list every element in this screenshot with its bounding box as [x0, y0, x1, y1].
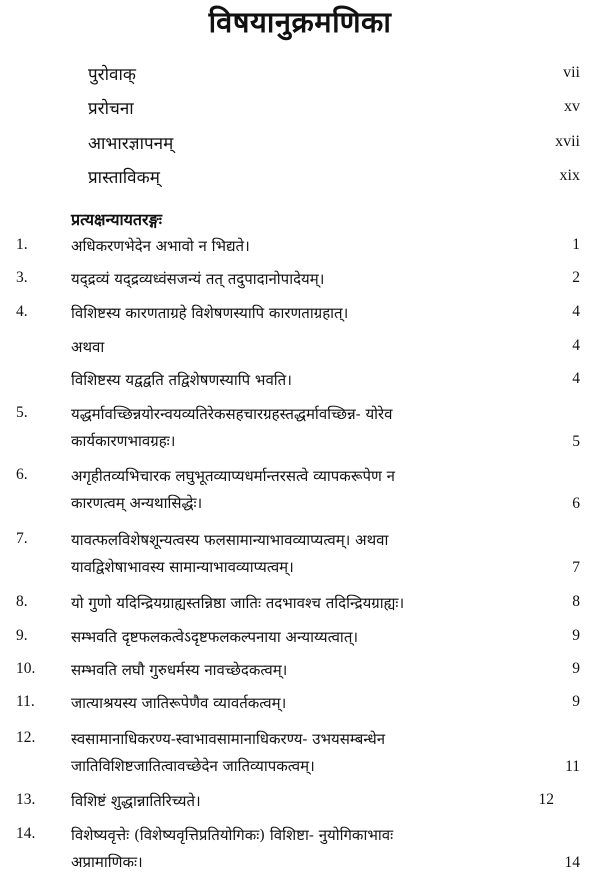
entry-text [71, 657, 511, 684]
front-item-page: xix [559, 167, 580, 184]
entry-number: 8. [16, 593, 28, 610]
entry-text [71, 726, 511, 780]
entry-line: स्वसामानाधिकरण्य-स्वाभावसामानाधिकरण्य- उभयसम्बन्धेन [71, 730, 386, 748]
front-item-label: प्ररोचना [88, 99, 134, 119]
entry-page: 9 [572, 693, 580, 710]
entry-line: सम्भवति लघौ गुरुधर्मस्य नावच्छेदकत्वम्। [71, 661, 288, 679]
entry-page: 1 [572, 236, 580, 253]
entry-line: जात्याश्रयस्य जातिरूपेणैव व्यावर्तकत्वम्। [71, 694, 287, 712]
front-item-page: vii [563, 64, 580, 81]
front-item-page: xv [564, 98, 580, 115]
entry-page: 6 [572, 495, 580, 512]
entry-page: 8 [572, 593, 580, 610]
entry-line: विशिष्टस्य कारणताग्रहे विशेषणस्यापि कारणताग्रहात्। [71, 304, 349, 322]
front-item-label: पुरोवाक् [88, 65, 136, 85]
entry-page: 14 [564, 854, 580, 871]
entry-text [71, 367, 511, 394]
front-item-page: xvii [555, 133, 580, 150]
entry-number: 13. [16, 791, 36, 808]
entry-number: 9. [16, 627, 28, 644]
entry-line: यद्धर्मावच्छिन्नयोरन्वयव्यतिरेकसहचारग्रहस्तद्धर्मावच्छिन्न- योरेव [71, 405, 393, 423]
entry-text [71, 233, 511, 260]
entry-number: 7. [16, 530, 28, 547]
entry-line: विशेष्यवृत्तेः (विशेष्यवृत्तिप्रतियोगिकः) विशिष्टा- नुयोगिकाभावः [71, 826, 394, 844]
page-title: विषयानुक्रमणिका [208, 5, 392, 39]
entry-page: 2 [572, 269, 580, 286]
entry-line: यावत्फलविशेषशून्यत्वस्य फलसामान्याभावव्याप्यत्वम्। अथवा [71, 531, 389, 549]
entry-text [71, 463, 511, 517]
entry-line: अधिकरणभेदेन अभावो न भिद्यते। [71, 237, 250, 255]
section-title: प्रत्यक्षन्यायतरङ्गः [71, 210, 162, 229]
entry-text [71, 690, 511, 717]
entry-number: 11. [16, 693, 35, 710]
entry-page: 12 [538, 791, 554, 808]
entry-number: 1. [16, 236, 28, 253]
entry-text [71, 822, 511, 876]
entry-line: अगृहीतव्यभिचारक लघुभूतव्याप्यधर्मान्तरसत्वे व्यापकरूपेण न [71, 467, 395, 485]
entry-page: 4 [572, 303, 580, 320]
entry-number: 3. [16, 269, 28, 286]
entry-page: 5 [572, 433, 580, 450]
entry-number: 6. [16, 466, 28, 483]
entry-number: 10. [16, 660, 36, 677]
entry-text [71, 788, 511, 815]
entry-line: विशिष्टस्य यद्वद्वति तद्विशेषणस्यापि भवति। [71, 371, 292, 389]
entry-line: सम्भवति दृष्टफलकत्वेऽदृष्टफलकल्पनाया अन्याय्यत्वात्। [71, 628, 359, 646]
entry-text [71, 527, 511, 581]
entry-line: अथवा [71, 338, 105, 356]
entry-line: विशिष्टं शुद्धान्नातिरिच्यते। [71, 792, 201, 810]
entry-line: कार्यकारणभावग्रहः। [71, 432, 176, 450]
front-item-label: प्रास्ताविकम् [88, 168, 160, 188]
entry-page: 4 [572, 370, 580, 387]
entry-number: 14. [16, 825, 36, 842]
entry-line: यद्द्रव्यं यद्द्रव्यध्वंसजन्यं तत् तदुपादानोपादेयम्। [71, 270, 325, 288]
entry-page: 4 [572, 337, 580, 354]
entry-text [71, 334, 511, 361]
entry-text [71, 590, 511, 617]
entry-line: यो गुणो यदिन्द्रियग्राह्यस्तन्निष्ठा जातिः तदभावश्च तदिन्द्रियग्राह्यः। [71, 594, 405, 612]
entry-text [71, 266, 511, 293]
entry-page: 9 [572, 627, 580, 644]
entry-line: जातिविशिष्टजातित्वावच्छेदेन जातिव्यापकत्वम्। [71, 757, 315, 775]
front-item-label: आभारज्ञापनम् [88, 134, 174, 154]
entry-text [71, 624, 511, 651]
entry-page: 9 [572, 660, 580, 677]
entry-page: 7 [572, 559, 580, 576]
entry-number: 12. [16, 729, 36, 746]
entry-line: कारणत्वम् अन्यथासिद्धेः। [71, 494, 203, 512]
entry-number: 4. [16, 303, 28, 320]
entry-line: अप्रामाणिकः। [71, 853, 143, 871]
entry-page: 11 [565, 758, 580, 775]
entry-number: 5. [16, 404, 28, 421]
entry-line: यावद्विशेषाभावस्य सामान्याभावव्याप्यत्वम्। [71, 558, 294, 576]
entry-text [71, 300, 511, 327]
entry-text [71, 401, 511, 455]
